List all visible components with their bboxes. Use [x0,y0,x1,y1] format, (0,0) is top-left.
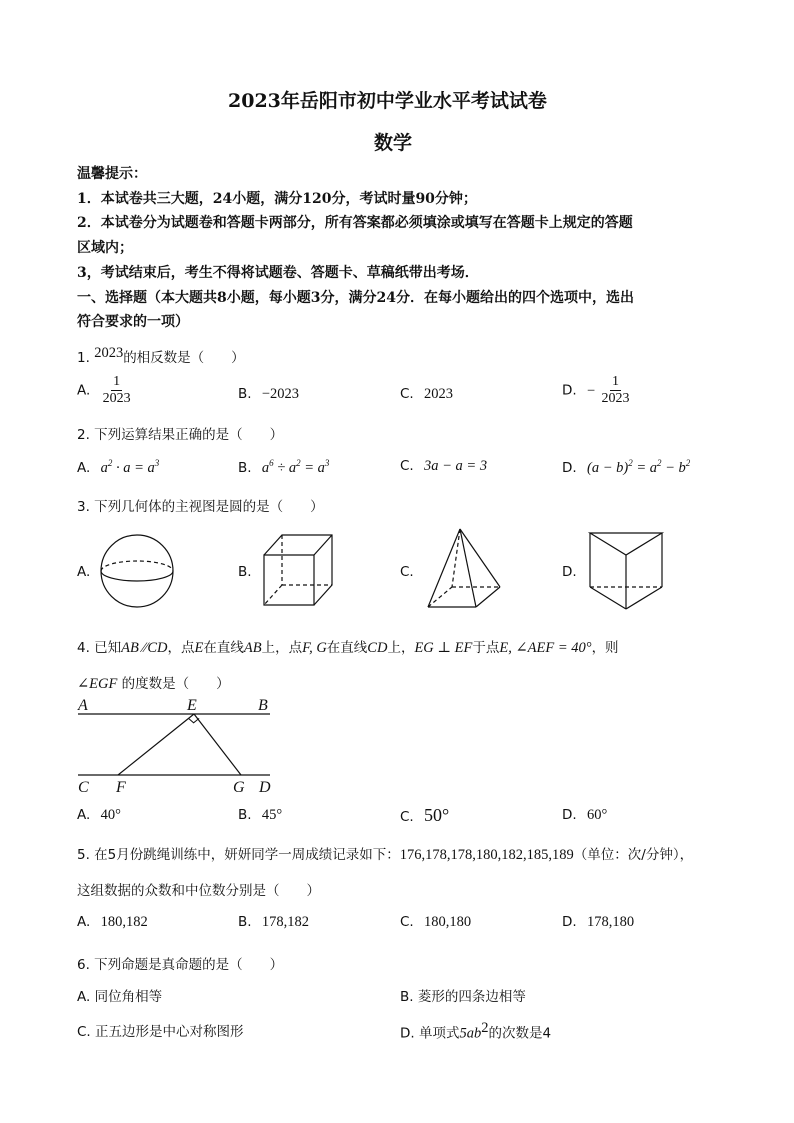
tip-line: 区域内； [77,240,133,256]
tip-line: 2．本试卷分为试题卷和答题卡两部分，所有答案都必须填涂或填写在答题卡上规定的答题 [77,215,633,231]
prism-figure [588,531,664,611]
q4-stem-line2: ∠EGF 的度数是（ ） [77,676,230,692]
q3-stem: 3. 下列几何体的主视图是圆的是（ ） [77,499,324,515]
q5-option-c[interactable]: C. 180,180 [400,914,472,930]
q4-option-b[interactable]: B. 45° [238,807,283,823]
q3-option-d[interactable]: D. [562,564,577,580]
subject-title: 数学 [374,132,413,154]
tip-line: 3，考试结束后，考生不得将试题卷、答题卡、草稿纸带出考场． [77,265,479,281]
label-a: A [78,697,88,714]
q3-option-c[interactable]: C. [400,564,414,580]
q1-option-a[interactable]: A. $\frac{1}{2023}$ [77,374,131,406]
tip-line: 1．本试卷共三大题，24小题，满分120分，考试时量90分钟； [77,191,477,207]
section-heading-cont: 符合要求的一项） [77,314,189,330]
segment-eg [194,714,241,775]
q4-option-c[interactable]: C. 50° [400,805,450,825]
q6-option-c[interactable]: C. 正五边形是中心对称图形 [77,1024,244,1040]
q6-option-d[interactable]: D. 单项式$5ab^2$的次数是4 [400,1020,552,1042]
q4-figure [76,697,276,797]
q6-stem: 6. 下列命题是真命题的是（ ） [77,957,284,973]
label-b: B [258,697,268,714]
q1-option-d[interactable]: D. − $\frac{1}{2023}$ [562,374,630,406]
label-c: C [78,779,89,796]
cube-figure [262,533,334,609]
q3-option-b[interactable]: B. [238,564,252,580]
q2-option-b[interactable]: B. $a^6 \div a^2 = a^3$ [238,458,330,476]
section-heading: 一、选择题（本大题共8小题，每小题3分，满分24分．在每小题给出的四个选项中，选出 [77,290,634,306]
q4-stem: 4. 已知AB ⁄⁄CD，点E在直线AB上，点F, G在直线CD上，EG ⊥ EF于点E, ∠AEF = 40°，则 [77,640,619,656]
q4-option-a[interactable]: A. 40° [77,807,121,823]
tips-heading: 温馨提示： [77,166,147,182]
q1-option-c[interactable]: C. 2023 [400,386,454,402]
q6-option-b[interactable]: B. 菱形的四条边相等 [400,989,526,1005]
q5-option-b[interactable]: B. 178,182 [238,914,309,930]
label-d: D [259,779,271,796]
q5-stem-line2: 这组数据的众数和中位数分别是（ ） [77,883,320,899]
q3-option-a[interactable]: A. [77,564,91,580]
q1-option-b[interactable]: B. −2023 [238,386,300,402]
q4-option-d[interactable]: D. 60° [562,807,608,823]
pyramid-figure [426,527,502,611]
page-title: 2023年岳阳市初中学业水平考试试卷 [228,90,547,112]
q6-option-a[interactable]: A. 同位角相等 [77,989,163,1005]
right-angle-mark [189,718,200,722]
q5-option-d[interactable]: D. 178,180 [562,914,635,930]
label-e: E [187,697,197,714]
q1-stem: 1. 2023的相反数是（ ） [77,345,245,366]
q5-stem: 5. 在5月份跳绳训练中，妍妍同学一周成绩记录如下：176,178,178,180,182,185,189（单位：次/分钟）， [77,847,694,863]
label-f: F [116,779,126,796]
q5-option-a[interactable]: A. 180,182 [77,914,148,930]
q2-stem: 2. 下列运算结果正确的是（ ） [77,427,284,443]
sphere-figure [99,533,175,609]
segment-ef [118,714,194,775]
q2-option-a[interactable]: A. $a^2 \cdot a = a^3$ [77,458,160,476]
q2-option-c[interactable]: C. 3a − a = 3 [400,458,488,474]
q2-option-d[interactable]: D. $(a - b)^2 = a^2 - b^2$ [562,458,691,476]
label-g: G [233,779,245,796]
